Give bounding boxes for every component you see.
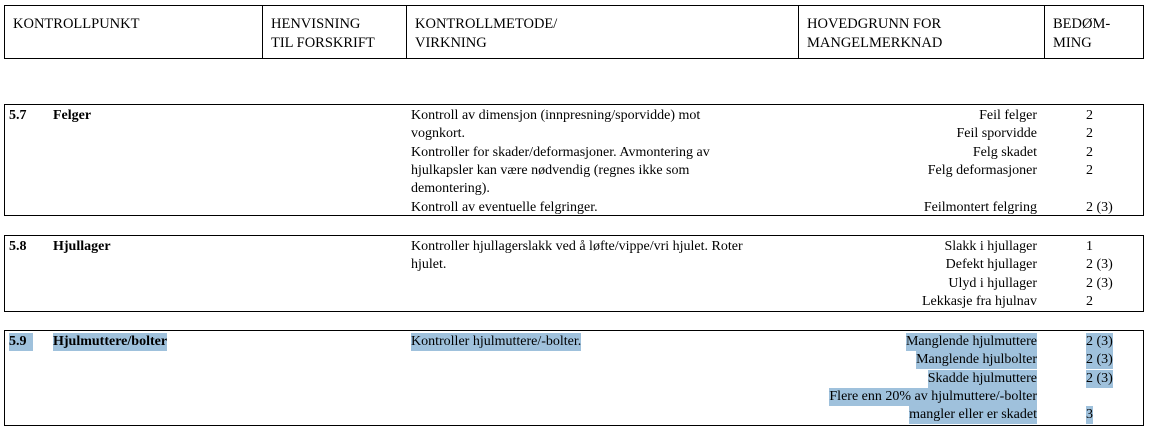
section-title: Hjullager bbox=[53, 239, 111, 254]
grade-value: 2 bbox=[1086, 108, 1093, 123]
grade-value: 2 (3) bbox=[1086, 352, 1113, 367]
grade-value: 2 (3) bbox=[1086, 200, 1113, 215]
grade-value: 2 (3) bbox=[1086, 371, 1113, 386]
reason-text: Manglende hjulmuttere bbox=[905, 334, 1037, 349]
reason-text: Felg skadet bbox=[972, 145, 1037, 160]
header-henvisning: HENVISNING TIL FORSKRIFT bbox=[263, 6, 407, 58]
header-kontrollmetode: KONTROLLMETODE/ VIRKNING bbox=[407, 6, 799, 58]
section-number: 5.7 bbox=[9, 108, 27, 123]
reason-text: Feilmontert felgring bbox=[923, 200, 1037, 215]
reason-text: Lekkasje fra hjulnav bbox=[921, 294, 1037, 309]
grade-value: 2 (3) bbox=[1086, 334, 1113, 349]
header-kontrollpunkt: KONTROLLPUNKT bbox=[5, 6, 263, 58]
reason-text: Skadde hjulmuttere bbox=[927, 371, 1037, 386]
method-text: hjulkapsler kan være nødvendig (regnes ikke som bbox=[411, 163, 690, 178]
table-header bbox=[4, 5, 1144, 59]
grade-value: 2 bbox=[1086, 294, 1093, 309]
header-hovedgrunn: HOVEDGRUNN FOR MANGELMERKNAD bbox=[799, 6, 1045, 58]
method-text: demontering). bbox=[411, 181, 490, 196]
grade-value: 1 bbox=[1086, 239, 1093, 254]
method-text: Kontroller hjulmuttere/-bolter. bbox=[411, 334, 582, 349]
reason-text: Feil felger bbox=[979, 108, 1037, 123]
grade-value: 2 bbox=[1086, 163, 1093, 178]
grade-value: 2 bbox=[1086, 145, 1093, 160]
grade-value: 2 (3) bbox=[1086, 276, 1113, 291]
method-text: Kontroll av dimensjon (innpresning/sporvidde) mot bbox=[411, 108, 701, 123]
method-text: hjulet. bbox=[411, 257, 447, 272]
section-number: 5.9 bbox=[9, 333, 33, 351]
reason-text: Feil sporvidde bbox=[956, 126, 1037, 141]
method-text: Kontroller for skader/deformasjoner. Avmontering av bbox=[411, 145, 710, 160]
section-title: Hjulmuttere/bolter bbox=[53, 334, 168, 349]
grade-value: 2 (3) bbox=[1086, 257, 1113, 272]
grade-value: 2 bbox=[1086, 126, 1093, 141]
reason-text: Manglende hjulbolter bbox=[916, 352, 1037, 367]
header-bedomming: BEDØM- MING bbox=[1053, 16, 1111, 51]
reason-text: Slakk i hjullager bbox=[944, 239, 1037, 254]
section-5-9 bbox=[4, 330, 1144, 426]
reason-text: Ulyd i hjullager bbox=[948, 276, 1037, 291]
section-5-7 bbox=[4, 104, 1144, 216]
section-number: 5.8 bbox=[9, 239, 27, 254]
grade-value: 3 bbox=[1086, 407, 1093, 422]
method-text: Kontroll av eventuelle felgringer. bbox=[411, 200, 598, 215]
method-text: Kontroller hjullagerslakk ved å løfte/vippe/vri hjulet. Roter bbox=[411, 239, 743, 254]
section-5-8 bbox=[4, 235, 1144, 312]
reason-text: Felg deformasjoner bbox=[927, 163, 1037, 178]
section-title: Felger bbox=[53, 108, 92, 123]
reason-text: Flere enn 20% av hjulmuttere/-bolter bbox=[829, 389, 1037, 404]
reason-text: Defekt hjullager bbox=[945, 257, 1037, 272]
reason-text: mangler eller er skadet bbox=[909, 407, 1037, 422]
method-text: vognkort. bbox=[411, 126, 466, 141]
